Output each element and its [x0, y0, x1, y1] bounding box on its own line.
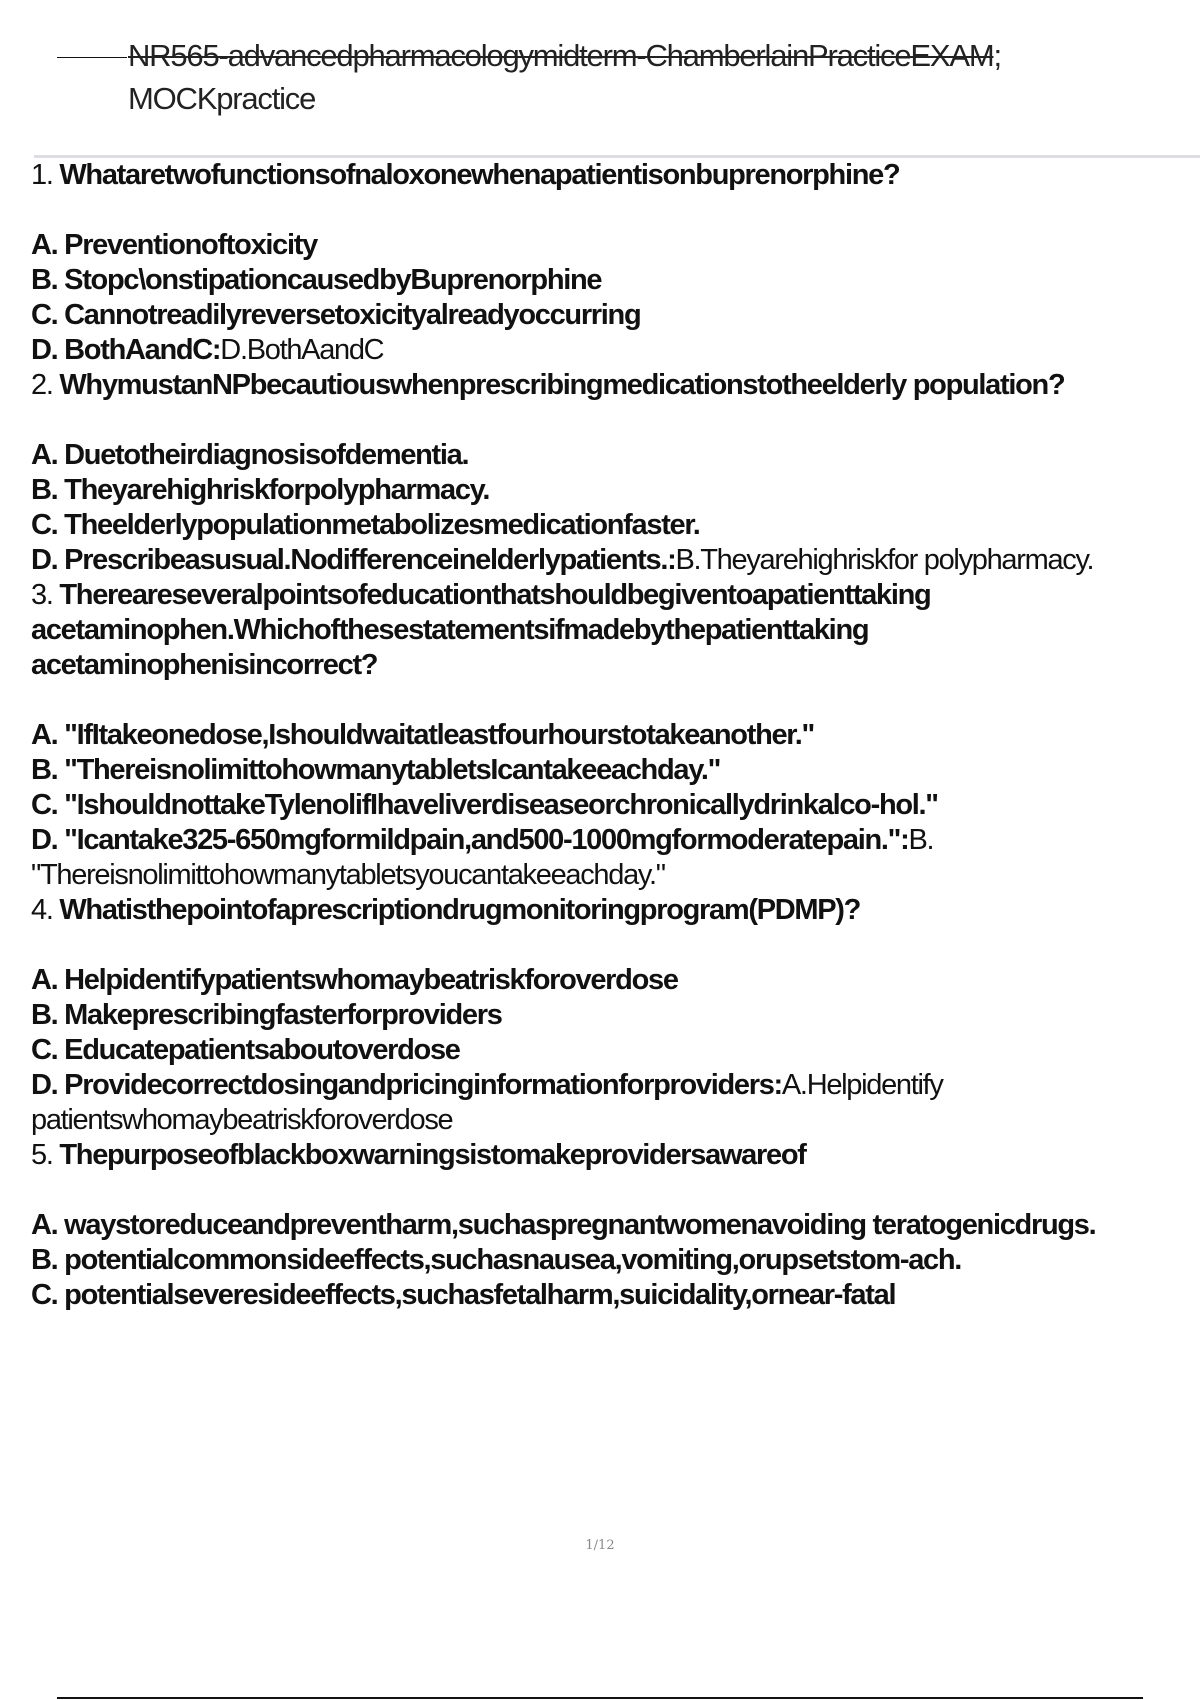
question-text: Whatisthepointofaprescriptiondrugmonitoringprogram(PDMP)? — [59, 894, 861, 926]
option-b: B. "ThereisnolimittohowmanytabletsIcantakeeachday." — [31, 754, 721, 786]
question-5 — [31, 1138, 1181, 1313]
option-c: C. Cannotreadilyreversetoxicityalreadyoccurring — [31, 299, 641, 331]
question-number: 5. — [31, 1139, 53, 1171]
question-text: WhymustanNPbecautiouswhenprescribingmedicationstotheelderly population? — [59, 369, 1065, 401]
option-a: A. Duetotheirdiagnosisofdementia. — [31, 439, 469, 471]
document-title-suffix: ; — [993, 38, 1001, 73]
question-stem — [31, 368, 1181, 403]
question-list — [31, 158, 1181, 1313]
question-2 — [31, 368, 1181, 578]
option-b: B. Theyarehighriskforpolypharmacy. — [31, 474, 490, 506]
question-3 — [31, 578, 1181, 893]
document-title — [128, 34, 1178, 120]
option-a: A. Helpidentifypatientswhomaybeatriskforoverdose — [31, 964, 678, 996]
question-stem — [31, 578, 1181, 683]
option-b: B. Makeprescribingfasterforproviders — [31, 999, 502, 1031]
answer-text: A.Helpidentify patientswhomaybeatriskforoverdose — [31, 1069, 943, 1136]
option-c: C. Educatepatientsaboutoverdose — [31, 1034, 460, 1066]
option-a: A. Preventionoftoxicity — [31, 229, 317, 261]
header-rule — [57, 57, 127, 58]
option-d: D. BothAandC:D.BothAandC — [31, 334, 384, 366]
option-a: A. "IfItakeonedose,Ishouldwaitatleastfourhourstotakeanother." — [31, 719, 814, 751]
document-subtitle: MOCKpractice — [128, 81, 316, 116]
question-text: Thepurposeofblackboxwarningsistomakeprovidersawareof — [59, 1139, 806, 1171]
option-c: C. "IshouldnottakeTylenolifIhaveliverdiseaseorchronicallydrinkalco-hol." — [31, 789, 938, 821]
footer-rule — [57, 1697, 1143, 1699]
question-text: Thereareseveralpointsofeducationthatshouldbegiventoapatienttaking acetaminophen.Whichofthesestatementsifmadebythepatienttaking acetaminophenisincorrect? — [31, 579, 931, 681]
option-c: C. potentialseveresideeffects,suchasfetalharm,suicidality,ornear-fatal — [31, 1279, 896, 1311]
question-1 — [31, 158, 1181, 368]
question-number: 3. — [31, 579, 53, 611]
answer-text: B. "Thereisnolimittohowmanytabletsyoucantakeeachday." — [31, 824, 934, 891]
question-number: 2. — [31, 369, 53, 401]
question-4 — [31, 893, 1181, 1138]
option-a: A. waystoreduceandpreventharm,suchaspregnantwomenavoiding teratogenicdrugs. — [31, 1209, 1096, 1241]
question-number: 4. — [31, 894, 53, 926]
document-title-struck: NR565-advancedpharmacologymidterm-ChamberlainPracticeEXAM — [128, 38, 994, 73]
option-d: D. Providecorrectdosingandpricinginformationforproviders:A.Helpidentify patientswhomaybeatriskforoverdose — [31, 1069, 943, 1136]
option-b: B. potentialcommonsideeffects,suchasnausea,vomiting,orupsetstom-ach. — [31, 1244, 962, 1276]
question-stem — [31, 893, 1181, 928]
option-d: D. Prescribeasusual.Nodifferenceinelderlypatients.:B.Theyarehighriskfor polypharmacy. — [31, 544, 1094, 576]
option-b: B. Stopc\onstipationcausedbyBuprenorphine — [31, 264, 602, 296]
question-stem — [31, 158, 1181, 193]
answer-text: D.BothAandC — [220, 334, 384, 366]
page-number: 1/12 — [585, 1538, 615, 1553]
question-number: 1. — [31, 159, 53, 191]
option-d: D. "Icantake325-650mgformildpain,and500-1000mgformoderatepain.":B. "Thereisnolimittohowmanytabletsyoucantakeeachday." — [31, 824, 934, 891]
question-stem — [31, 1138, 1181, 1173]
question-text: Whataretwofunctionsofnaloxonewhenapatientisonbuprenorphine? — [59, 159, 900, 191]
option-c: C. Theelderlypopulationmetabolizesmedicationfaster. — [31, 509, 700, 541]
answer-text: B.Theyarehighriskfor polypharmacy. — [675, 544, 1094, 576]
